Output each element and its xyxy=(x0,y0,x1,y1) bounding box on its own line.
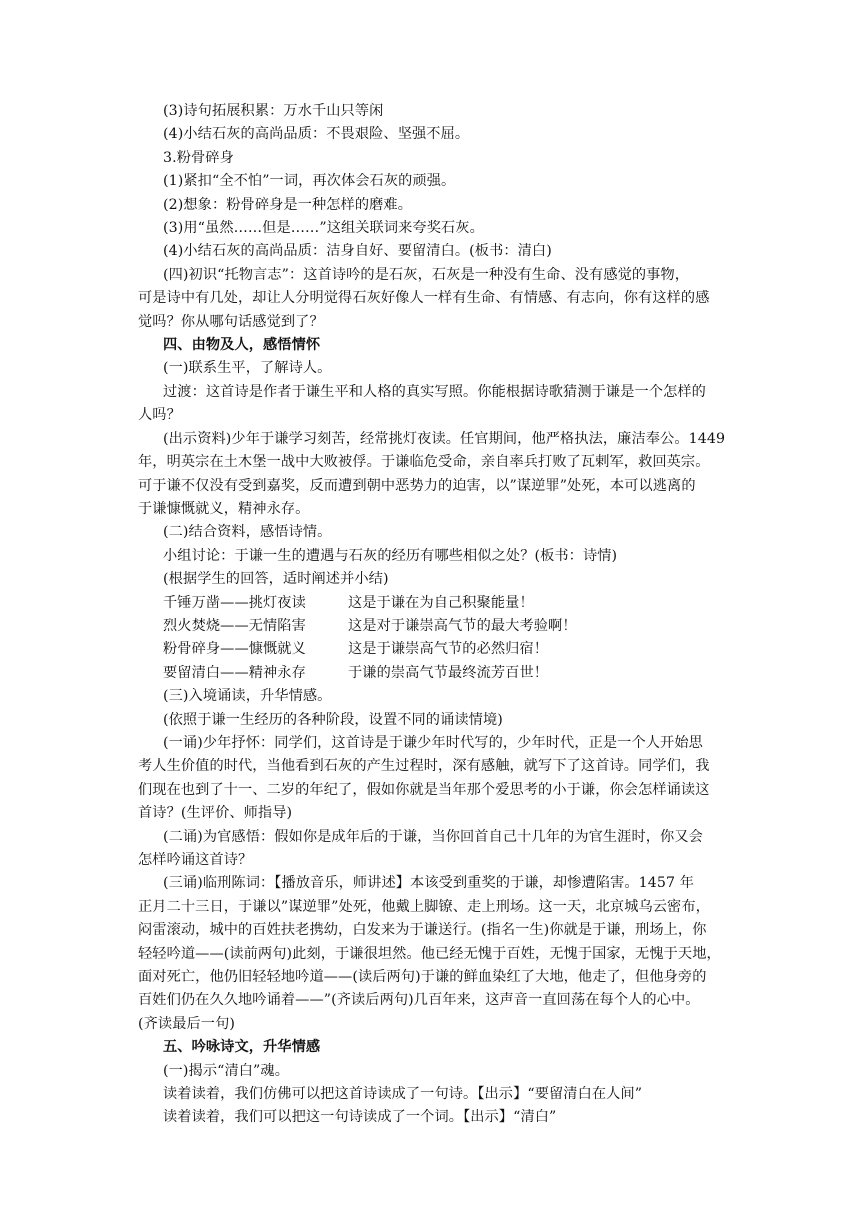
document-page xyxy=(138,100,728,1130)
text-line: (4)小结石灰的高尚品质：洁身自好、要留清白。(板书：清白) xyxy=(163,243,552,260)
text-line: 考人生价值的时代，当他看到石灰的产生过程时，深有感触，就写下了这首诗。同学们，我 xyxy=(138,758,710,775)
text-line: (2)想象：粉骨碎身是一种怎样的磨难。 xyxy=(163,196,412,213)
text-line: (3)用“虽然……但是……”这组关联词来夸奖石灰。 xyxy=(163,220,484,237)
text-line: (二诵)为官感悟：假如你是成年后的于谦，当你回首自己十几年的为官生涯时，你又会 xyxy=(163,828,703,845)
comparison-row xyxy=(138,662,728,685)
text-line: (3)诗句拓展积累：万水千山只等闲 xyxy=(163,103,384,119)
comparison-right: 这是对于谦崇高气节的最大考验啊！ xyxy=(348,617,577,634)
text-line: (一)揭示“清白”魂。 xyxy=(163,1062,289,1079)
text-line: 年，明英宗在土木堡一战中大败被俘。于谦临危受命，亲自率兵打败了瓦剌军，救回英宗。 xyxy=(138,454,710,471)
comparison-right: 于谦的崇高气节最终流芳百世！ xyxy=(348,664,549,681)
text-line: (一诵)少年抒怀：同学们，这首诗是于谦少年时代写的，少年时代，正是一个人开始思 xyxy=(163,734,703,751)
comparison-list xyxy=(138,592,728,686)
comparison-row xyxy=(138,615,728,638)
text-line: 觉吗？你从哪句话感觉到了？ xyxy=(138,313,324,330)
text-line: 们现在也到了十一、二岁的年纪了，假如你就是当年那个爱思考的小于谦，你会怎样诵读这 xyxy=(138,781,710,798)
comparison-left: 粉骨碎身——慷慨就义 xyxy=(163,641,306,658)
text-line: (依照于谦一生经历的各种阶段，设置不同的诵读情境) xyxy=(163,711,503,728)
text-line: (四)初识“托物言志”：这首诗吟的是石灰，石灰是一种没有生命、没有感觉的事物， xyxy=(163,266,690,283)
text-line: (1)紧扣“全不怕”一词，再次体会石灰的顽强。 xyxy=(163,173,456,190)
comparison-left: 要留清白——精神永存 xyxy=(163,664,306,681)
document-body-part-1 xyxy=(138,100,728,592)
text-line: 正月二十三日，于谦以”谋逆罪”处死，他戴上脚镣、走上刑场。这一天，北京城乌云密布， xyxy=(138,898,710,915)
text-line: 可于谦不仅没有受到嘉奖，反而遭到朝中恶势力的迫害，以”谋逆罪”处死，本可以逃离的 xyxy=(138,477,696,494)
text-line: 于谦慷慨就义，精神永存。 xyxy=(138,500,310,517)
text-line: 首诗？(生评价、师指导) xyxy=(138,805,293,822)
text-line: (一)联系生平，了解诗人。 xyxy=(163,360,332,377)
document-body-part-2 xyxy=(138,685,728,1130)
comparison-row xyxy=(138,638,728,661)
text-line: 闷雷滚动，城中的百姓扶老携幼，白发来为于谦送行。(指名一生)你就是于谦，刑场上，你 xyxy=(138,922,707,939)
text-line: 读着读着，我们可以把这一句诗读成了一个词。【出示】“清白” xyxy=(163,1109,557,1126)
text-line: (三诵)临刑陈词：【播放音乐，师讲述】本该受到重奖的于谦，却惨遭陷害。1457 年 xyxy=(163,875,695,892)
text-line: (三)入境诵读，升华情感。 xyxy=(163,688,332,705)
text-line: 过渡：这首诗是作者于谦生平和人格的真实写照。你能根据诗歌猜测于谦是一个怎样的 xyxy=(163,383,706,400)
text-line: 轻轻吟道——(读前两句)此刻，于谦很坦然。他已经无愧于百姓，无愧于国家，无愧于天地， xyxy=(138,945,721,962)
comparison-row xyxy=(138,592,728,615)
text-line: 百姓们仍在久久地吟诵着——”(齐读后两句)几百年来，这声音一直回荡在每个人的心中。 xyxy=(138,992,700,1009)
text-line: (根据学生的回答，适时阐述并小结) xyxy=(163,571,389,588)
text-line: 人吗？ xyxy=(138,407,181,424)
comparison-left: 千锤万凿——挑灯夜读 xyxy=(163,594,306,611)
text-line: 小组讨论：于谦一生的遭遇与石灰的经历有哪些相似之处？(板书：诗情) xyxy=(163,547,618,564)
text-line: 3.粉骨碎身 xyxy=(163,149,234,166)
text-line: (出示资料)少年于谦学习刻苦，经常挑灯夜读。任官期间，他严格执法，廉洁奉公。1449 xyxy=(163,430,726,447)
text-line: 怎样吟诵这首诗？ xyxy=(138,852,253,868)
text-line: (4)小结石灰的高尚品质：不畏艰险、坚强不屈。 xyxy=(163,126,470,143)
text-line: 面对死亡，他仍旧轻轻地吟道——(读后两句)于谦的鲜血染红了大地，他走了，但他身旁的 xyxy=(138,969,707,986)
comparison-left: 烈火焚烧——无情陷害 xyxy=(163,617,306,634)
section-heading: 四、由物及人，感悟情怀 xyxy=(163,337,321,354)
text-line: 读着读着，我们仿佛可以把这首诗读成了一句诗。【出示】“要留清白在人间” xyxy=(163,1086,643,1103)
text-line: (齐读最后一句) xyxy=(138,1015,235,1032)
comparison-right: 这是于谦崇高气节的必然归宿！ xyxy=(348,641,549,658)
text-line: 可是诗中有几处，却让人分明觉得石灰好像人一样有生命、有情感、有志向，你有这样的感 xyxy=(138,290,710,307)
section-heading: 五、吟咏诗文，升华情感 xyxy=(163,1039,321,1056)
comparison-right: 这是于谦在为自己积聚能量！ xyxy=(348,594,534,611)
text-line: (二)结合资料，感悟诗情。 xyxy=(163,524,332,541)
